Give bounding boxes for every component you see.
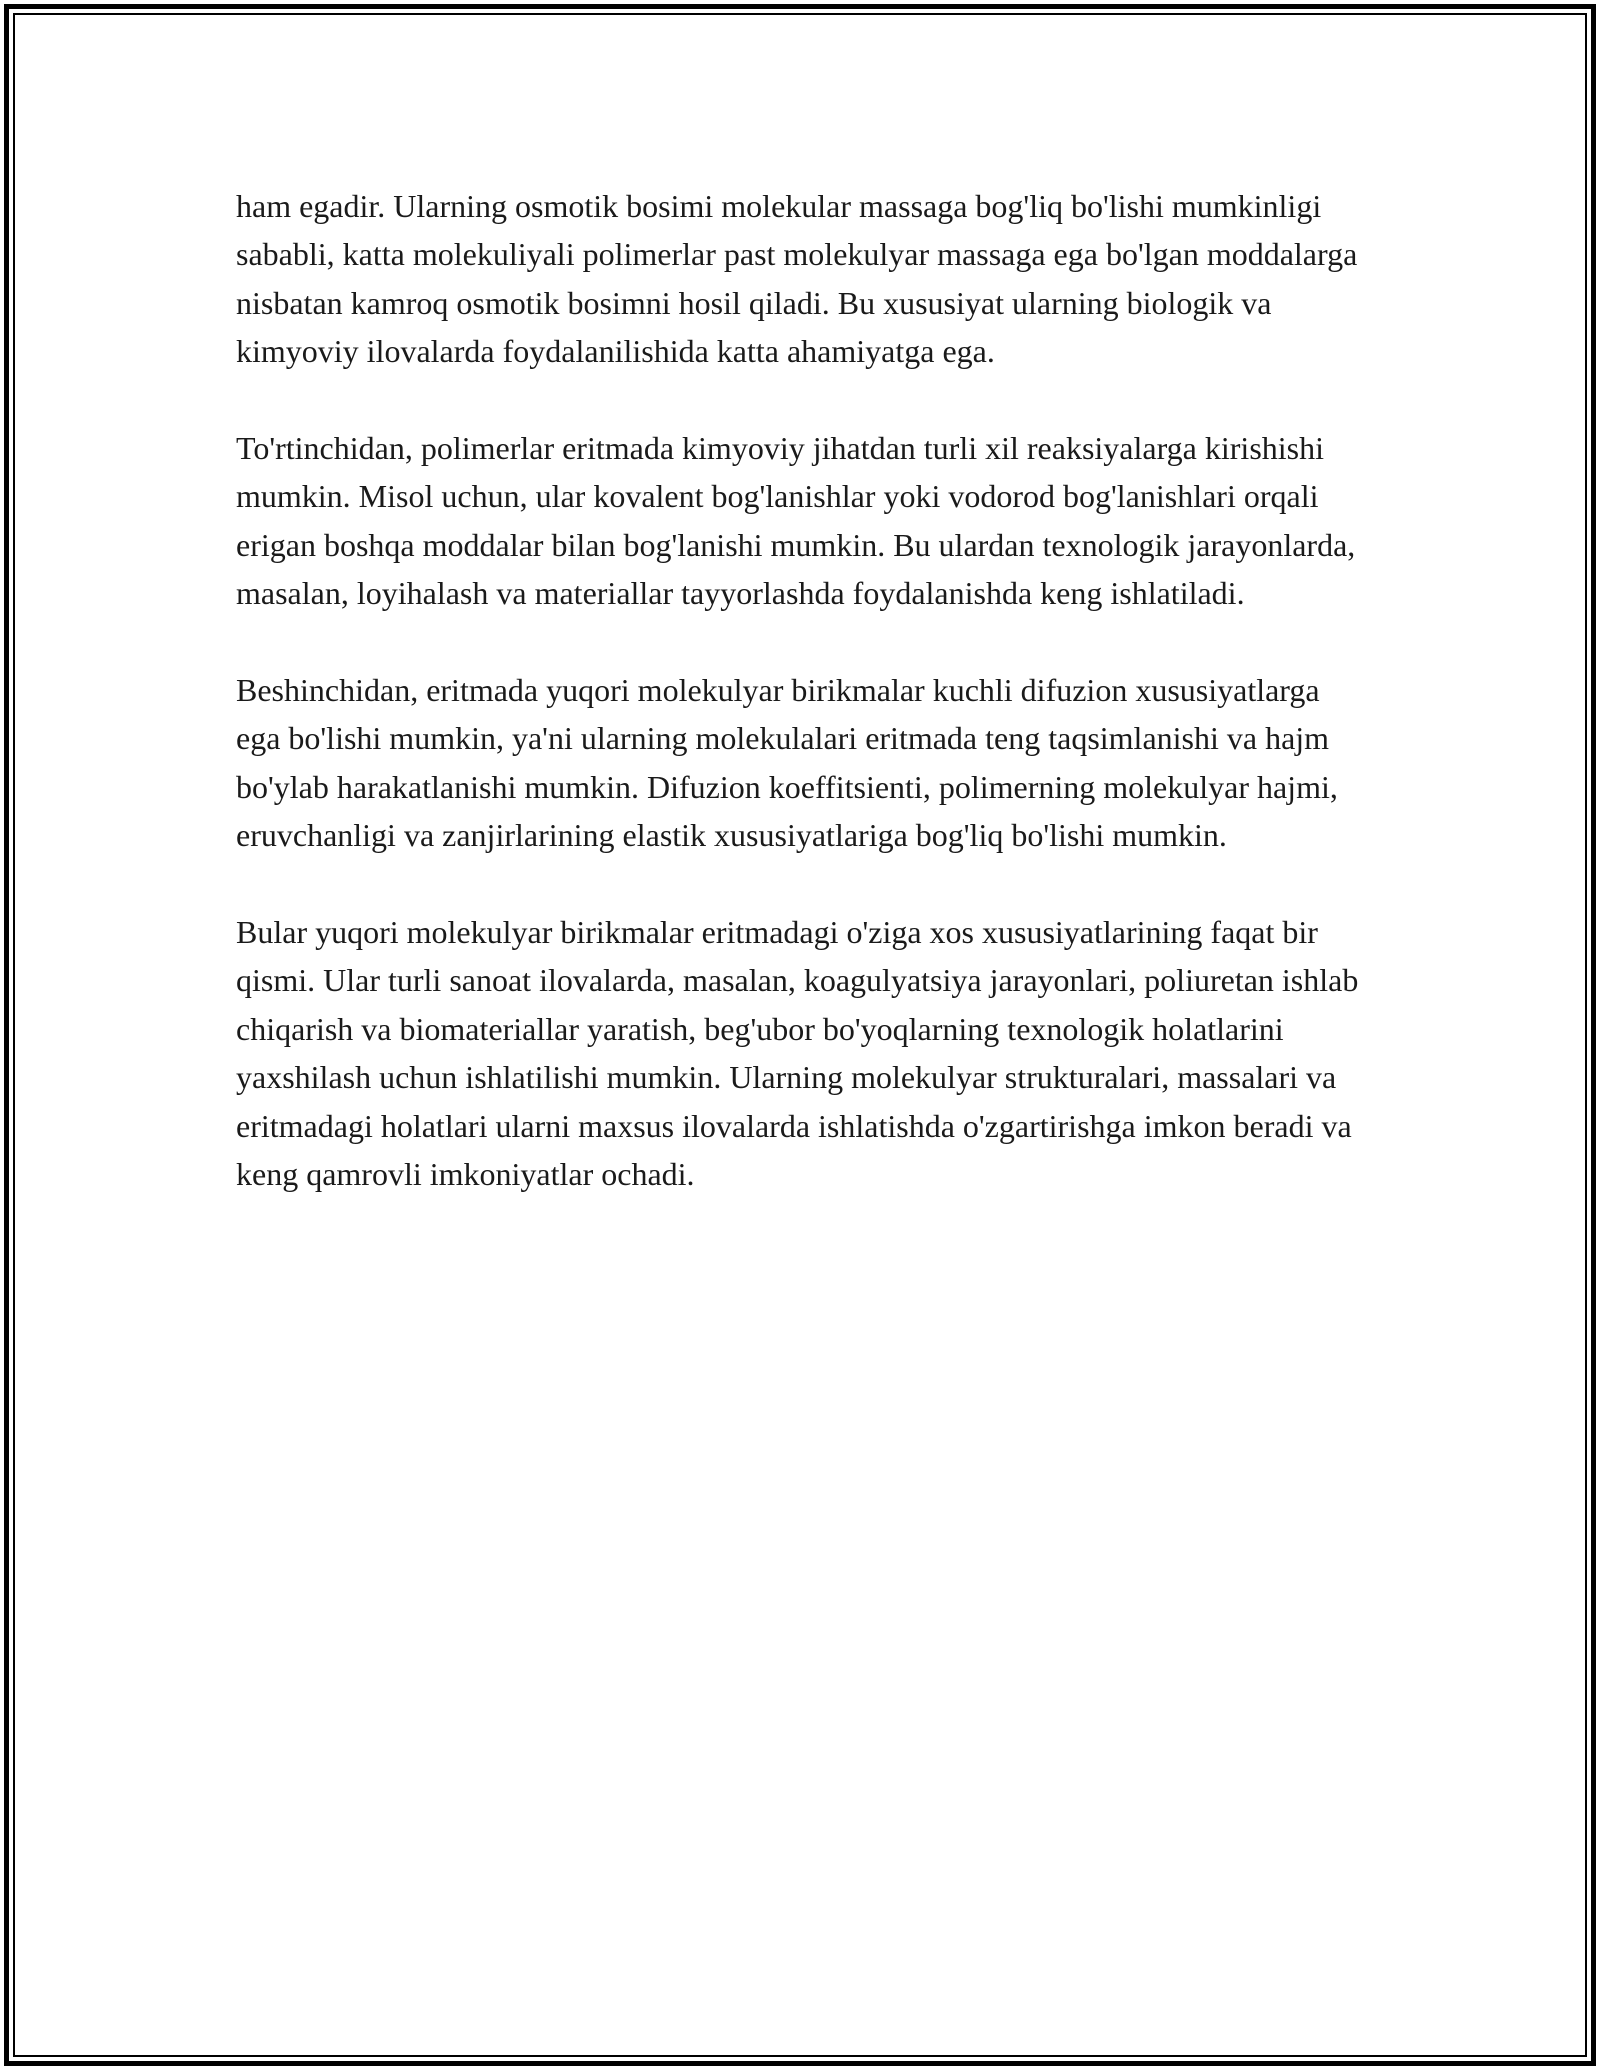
- paragraph-4: Bular yuqori molekulyar birikmalar eritmadagi o'ziga xos xususiyatlarining faqat bir qismi. Ular turli sanoat ilovalarda, masalan, koagulyatsiya jarayonlari, poliuretan ishlab chiqarish va biomateriallar yaratish, beg'ubor bo'yoqlarning texnologik holatlarini yaxshilash uchun ishlatilishi mumkin. Ularning molekulyar strukturalari, massalari va eritmadagi holatlari ularni maxsus ilovalarda ishlatishda o'zgartirishga imkon beradi va keng qamrovli imkoniyatlar ochadi.: [236, 914, 1359, 1193]
- paragraph-1: ham egadir. Ularning osmotik bosimi molekular massaga bog'liq bo'lishi mumkinligi sababli, katta molekuliyali polimerlar past molekulyar massaga ega bo'lgan moddalarga nisbatan kamroq osmotik bosimni hosil qiladi. Bu xususiyat ularning biologik va kimyoviy ilovalarda foydalanilishida katta ahamiyatga ega.: [236, 188, 1358, 370]
- paragraph-2: To'rtinchidan, polimerlar eritmada kimyoviy jihatdan turli xil reaksiyalarga kirishishi mumkin. Misol uchun, ular kovalent bog'lanishlar yoki vodorod bog'lanishlari orqali erigan boshqa moddalar bilan bog'lanishi mumkin. Bu ulardan texnologik jarayonlarda, masalan, loyihalash va materiallar tayyorlashda foydalanishda keng ishlatiladi.: [236, 430, 1356, 612]
- paragraph-3: Beshinchidan, eritmada yuqori molekulyar birikmalar kuchli difuzion xususiyatlarga ega bo'lishi mumkin, ya'ni ularning molekulalari eritmada teng taqsimlanishi va hajm bo'ylab harakatlanishi mumkin. Difuzion koeffitsienti, polimerning molekulyar hajmi, eruvchanligi va zanjirlarining elastik xususiyatlariga bog'liq bo'lishi mumkin.: [236, 672, 1338, 854]
- document-body: [236, 182, 1366, 1247]
